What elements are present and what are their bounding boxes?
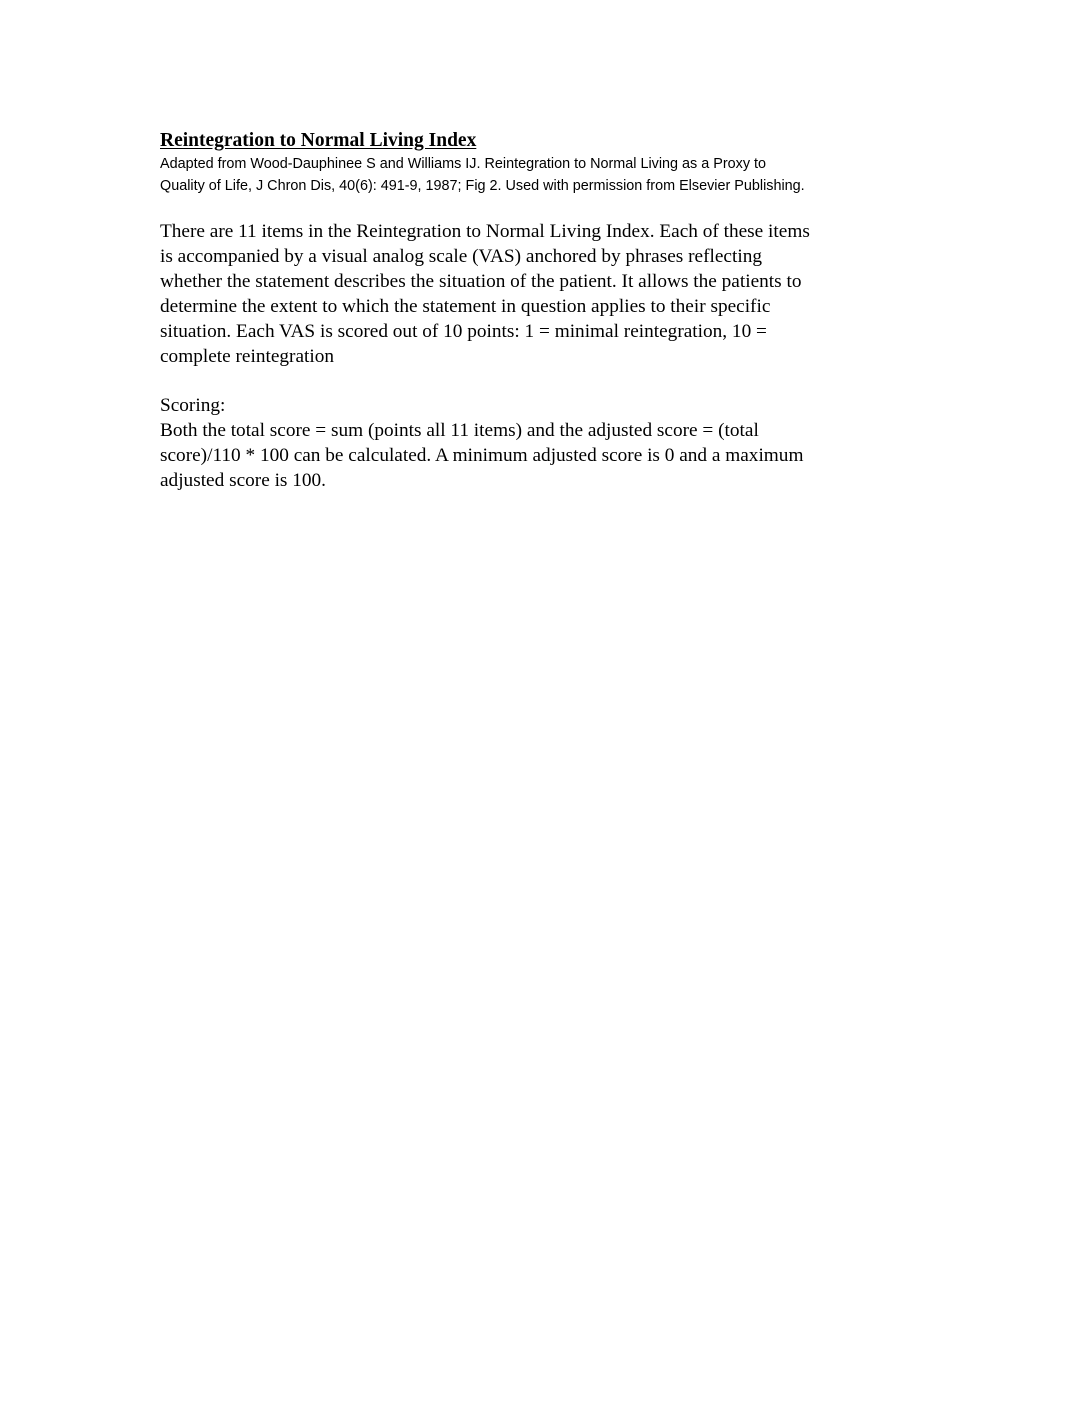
citation-line: Quality of Life, J Chron Dis, 40(6): 491-9, 1987; Fig 2. Used with permission from Elsevier Publishing. <box>160 177 805 194</box>
scoring-heading <box>160 393 940 418</box>
intro-line: situation. Each VAS is scored out of 10 points: 1 = minimal reintegration, 10 = <box>160 321 767 342</box>
intro-line: whether the statement describes the situation of the patient. It allows the patients to <box>160 271 802 292</box>
scoring-line: Both the total score = sum (points all 11 items) and the adjusted score = (total <box>160 420 759 441</box>
scoring-line: score)/110 * 100 can be calculated. A minimum adjusted score is 0 and a maximum <box>160 445 804 466</box>
document-content <box>160 128 940 493</box>
citation <box>160 154 940 197</box>
intro-line: is accompanied by a visual analog scale (VAS) anchored by phrases reflecting <box>160 246 762 267</box>
document-title: Reintegration to Normal Living Index <box>160 130 477 151</box>
intro-line: complete reintegration <box>160 346 334 367</box>
intro-line: There are 11 items in the Reintegration to Normal Living Index. Each of these items <box>160 221 810 242</box>
citation-line: Adapted from Wood-Dauphinee S and Williams IJ. Reintegration to Normal Living as a Proxy to <box>160 156 767 172</box>
scoring-paragraph <box>160 418 940 493</box>
scoring-heading-text: Scoring: <box>160 395 226 416</box>
scoring-line: adjusted score is 100. <box>160 470 326 491</box>
intro-paragraph <box>160 219 940 369</box>
intro-line: determine the extent to which the statement in question applies to their specific <box>160 296 771 317</box>
